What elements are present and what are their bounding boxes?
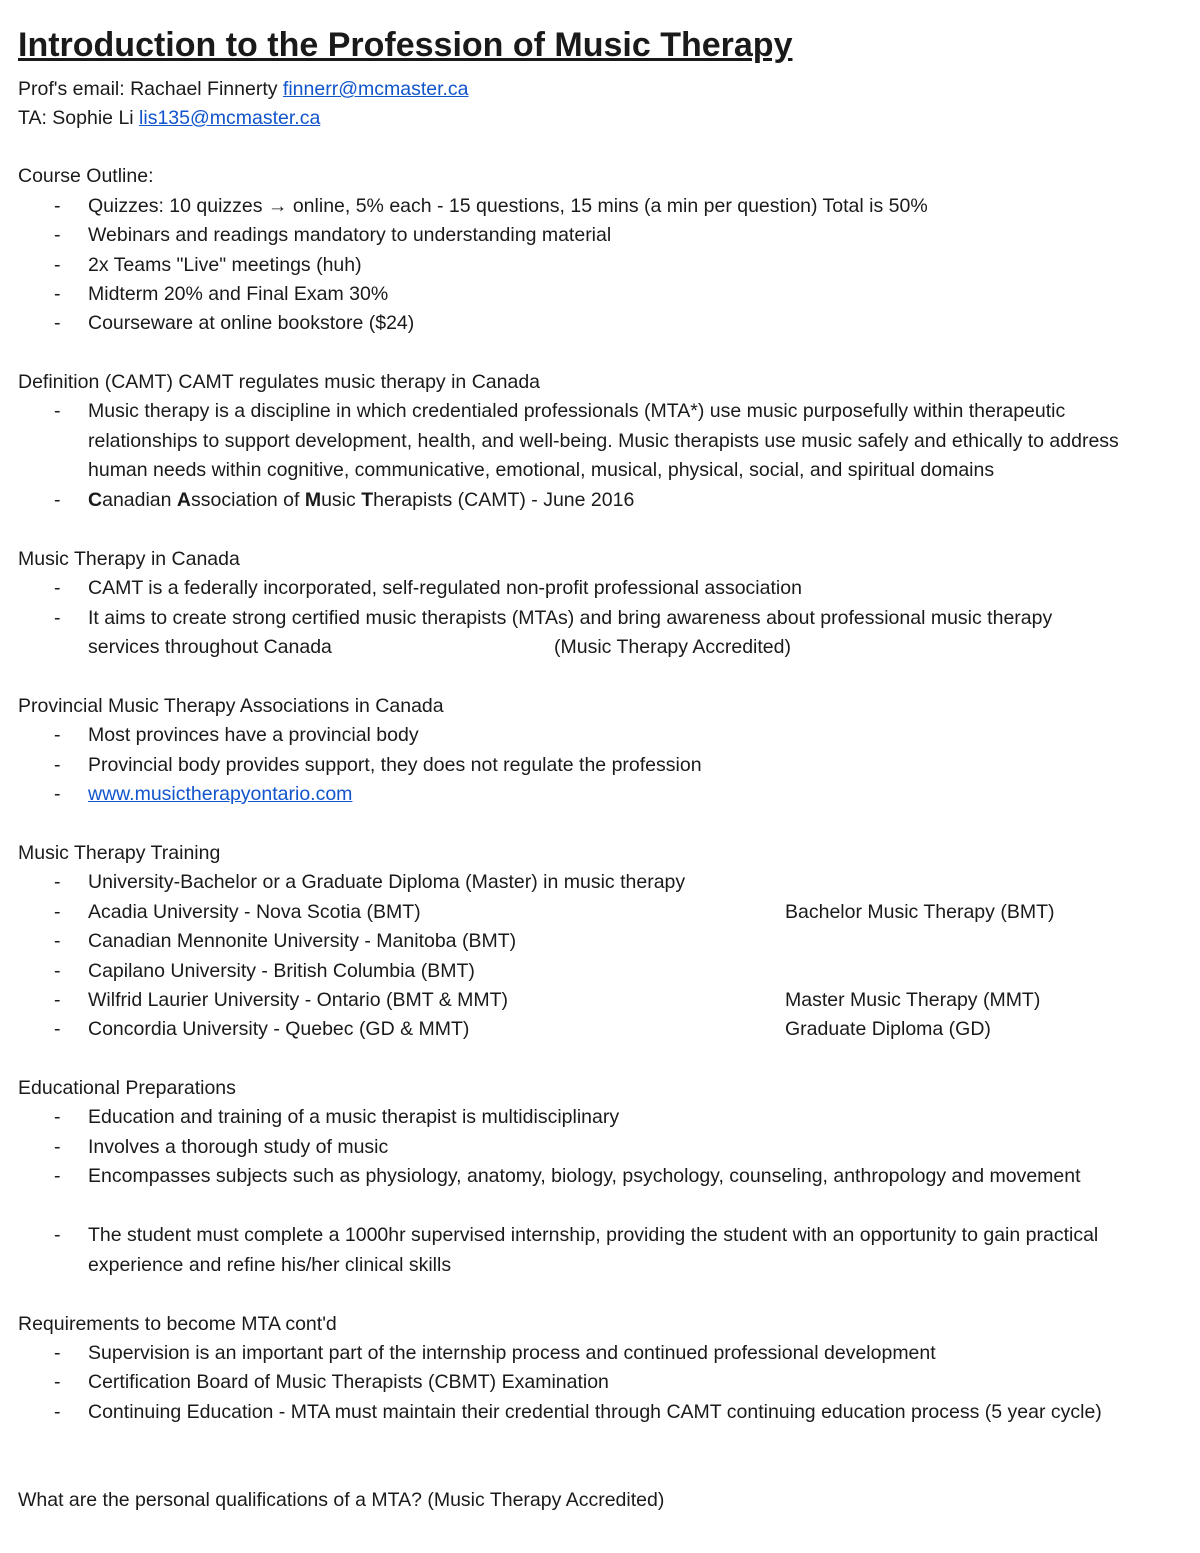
ta-contact [18,104,320,133]
list-item: - Education and training of a music therapist is multidisciplinary [88,1103,1176,1133]
bullet-dash: - [54,1106,61,1128]
list-item: - Involves a thorough study of music [88,1133,1176,1163]
list-item: - University-Bachelor or a Graduate Diploma (Master) in music therapy [88,868,1176,898]
gd-note: Graduate Diploma (GD) [785,1018,991,1040]
mmt-note: Master Music Therapy (MMT) [785,989,1041,1011]
page-title: Introduction to the Profession of Music Therapy [18,26,793,64]
list-item: - Encompasses subjects such as physiology, anatomy, biology, psychology, counseling, anthropology and movement [88,1162,1176,1192]
list-item: - Most provinces have a provincial body [88,721,1176,751]
bullet-dash: - [54,754,61,776]
section-heading-education: Educational Preparations [18,1077,236,1099]
bullet-dash: - [54,724,61,746]
bullet-dash: - [54,195,61,217]
bullet-dash: - [54,1018,61,1040]
list-item: - Midterm 20% and Final Exam 30% [88,280,1176,310]
bullet-dash: - [54,283,61,305]
list-item: - Quizzes: 10 quizzes → online, 5% each - 15 questions, 15 mins (a min per question) Total is 50% [88,192,1176,222]
bullet-dash: - [54,783,61,805]
list-item-continuation: services throughout Canada [88,636,332,658]
bullet-dash: - [54,489,61,511]
bmt-note: Bachelor Music Therapy (BMT) [785,901,1055,923]
bullet-dash: - [54,930,61,952]
bullet-dash: - [54,960,61,982]
music-therapy-ontario-link[interactable]: www.musictherapyontario.com [88,783,353,805]
bullet-dash: - [54,1224,61,1246]
list-item: - Canadian Mennonite University - Manitoba (BMT) [88,927,1176,957]
bullet-dash: - [54,1165,61,1187]
list-item-camt: - Canadian Association of Music Therapists (CAMT) - June 2016 [88,486,1176,516]
ta-email-link[interactable]: lis135@mcmaster.ca [139,107,321,129]
mta-note: (Music Therapy Accredited) [554,636,791,658]
bullet-dash: - [54,312,61,334]
bullet-dash: - [54,1136,61,1158]
prof-contact [18,75,469,104]
section-heading-definition: Definition (CAMT) CAMT regulates music therapy in Canada [18,371,541,393]
list-item: - Acadia University - Nova Scotia (BMT) [88,898,1176,928]
section-heading-provincial: Provincial Music Therapy Associations in Canada [18,695,444,717]
bullet-dash: - [54,224,61,246]
bullet-dash: - [54,577,61,599]
list-item: - Courseware at online bookstore ($24) [88,309,1176,339]
list-item: - CAMT is a federally incorporated, self-regulated non-profit professional association [88,574,1176,604]
bullet-dash: - [54,901,61,923]
list-item: - It aims to create strong certified music therapists (MTAs) and bring awareness about professional music therapy [88,604,1176,634]
list-item: - The student must complete a 1000hr supervised internship, providing the student with an opportunity to gain practical experience and refine his/her clinical skills [88,1221,1176,1280]
section-heading-course-outline: Course Outline: [18,165,154,187]
bullet-dash: - [54,254,61,276]
list-item: - Provincial body provides support, they does not regulate the profession [88,751,1176,781]
list-item: - Concordia University - Quebec (GD & MMT) [88,1015,1176,1045]
list-item: - Wilfrid Laurier University - Ontario (BMT & MMT) [88,986,1176,1016]
section-heading-canada: Music Therapy in Canada [18,548,240,570]
bullet-dash: - [54,1371,61,1393]
section-heading-training: Music Therapy Training [18,842,221,864]
closing-question: What are the personal qualifications of a MTA? (Music Therapy Accredited) [18,1489,665,1511]
list-item: - Webinars and readings mandatory to understanding material [88,221,1176,251]
prof-label: Prof's email: Rachael Finnerty [18,78,283,100]
bullet-dash: - [54,1401,61,1423]
list-item: - Capilano University - British Columbia (BMT) [88,957,1176,987]
prof-email-link[interactable]: finnerr@mcmaster.ca [282,78,469,100]
section-heading-requirements: Requirements to become MTA cont'd [18,1313,337,1335]
list-item: - Supervision is an important part of the internship process and continued professional development [88,1339,1176,1369]
list-item: - Continuing Education - MTA must maintain their credential through CAMT continuing education process (5 year cycle) [88,1398,1176,1428]
list-item: - Music therapy is a discipline in which credentialed professionals (MTA*) use music purposefully within therapeutic relationships to support development, health, and well-being. Music therapists use music safely and ethically to address human needs within cognitive, communicative, emotional, musical, physical, social, and spiritual domains [88,397,1176,486]
list-item: - 2x Teams "Live" meetings (huh) [88,251,1176,281]
bullet-dash: - [54,607,61,629]
bullet-dash: - [54,1342,61,1364]
bullet-dash: - [54,871,61,893]
ta-label: TA: Sophie Li [18,107,140,129]
bullet-dash: - [54,400,61,422]
list-item [54,780,1176,810]
list-item: - Certification Board of Music Therapists (CBMT) Examination [88,1368,1176,1398]
bullet-dash: - [54,989,61,1011]
